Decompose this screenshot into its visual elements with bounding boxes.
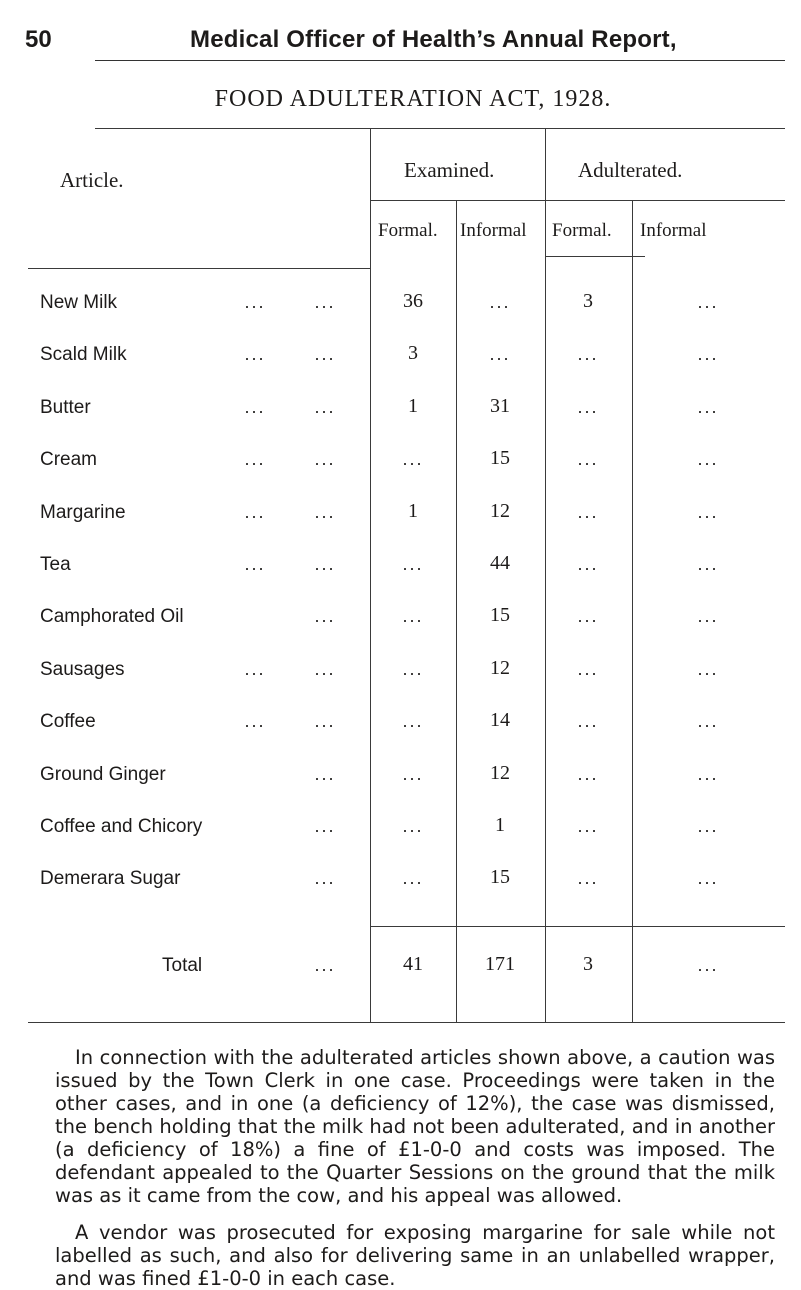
- leader-dots: ...: [314, 816, 336, 836]
- leader-dots: ...: [244, 449, 266, 470]
- leader-dots: ...: [314, 554, 336, 574]
- ex-informal-value: 31: [490, 394, 510, 417]
- leader-dots: ...: [314, 711, 336, 732]
- divider-adulterated-cols: [632, 200, 633, 1022]
- ex-formal-value: ...: [402, 763, 424, 784]
- ex-formal-value: ...: [402, 658, 424, 679]
- report-title: Medical Officer of Health’s Annual Report,: [190, 26, 677, 53]
- ad-formal-value: 3: [583, 953, 593, 975]
- ad-formal-value: ...: [577, 763, 599, 784]
- leader-dots: ...: [244, 501, 266, 522]
- ad-formal-value: ...: [577, 501, 599, 522]
- table-title: FOOD ADULTERATION ACT, 1928.: [214, 86, 612, 112]
- divider-article-examined: [370, 128, 371, 1022]
- ex-formal-value: 1: [408, 499, 418, 522]
- header-bottom-rule-adult: [545, 256, 645, 257]
- article-name: Butter: [40, 396, 91, 418]
- divider-examined-cols: [456, 200, 457, 1022]
- ad-informal-value: ...: [697, 554, 719, 574]
- ex-informal-value: 15: [490, 447, 510, 470]
- ex-informal-value: 12: [490, 656, 510, 679]
- article-name: Margarine: [40, 501, 126, 523]
- ex-formal-value: 3: [408, 342, 418, 365]
- ad-formal-value: ...: [577, 554, 599, 574]
- article-name: Ground Ginger: [40, 763, 166, 785]
- ad-formal-value: ...: [577, 868, 599, 889]
- leader-dots: ...: [314, 763, 336, 784]
- subheader-adulterated-informal: Informal: [640, 220, 707, 241]
- leader-dots: ...: [314, 868, 336, 889]
- subheader-rule: [370, 200, 785, 201]
- ad-informal-value: ...: [697, 396, 719, 417]
- ad-informal-value: ...: [697, 449, 719, 470]
- ex-formal-value: ...: [402, 711, 424, 732]
- ex-informal-value: 12: [490, 499, 510, 522]
- leader-dots: ...: [244, 554, 266, 574]
- ad-informal-value: ...: [697, 763, 719, 784]
- subheader-examined-informal: Informal: [460, 220, 527, 241]
- ad-formal-value: ...: [577, 606, 599, 627]
- leader-dots: ...: [314, 344, 336, 365]
- article-name: Sausages: [40, 658, 125, 680]
- header-examined: Examined.: [404, 158, 495, 182]
- leader-dots: ...: [244, 344, 266, 365]
- table-bottom-rule: [28, 1022, 785, 1023]
- page-number: 50: [25, 26, 52, 53]
- ex-formal-value: 41: [403, 953, 423, 975]
- ad-informal-value: ...: [697, 501, 719, 522]
- ad-informal-value: ...: [697, 344, 719, 365]
- article-name: Camphorated Oil: [40, 606, 184, 628]
- ad-formal-value: 3: [583, 290, 593, 312]
- ad-formal-value: ...: [577, 711, 599, 732]
- ex-formal-value: ...: [402, 816, 424, 836]
- article-name: Coffee and Chicory: [40, 816, 203, 837]
- paragraph-1: In connection with the adulterated articles shown above, a caution was issued by the Town Clerk in one case. Proceedings were taken in the other cases, and in one (a deficiency of 12%), the case was dismissed, the bench holding that the milk had not been adulterated, and in another (a deficiency of 18%) a fine of £1-0-0 and costs was imposed. The defendant appealed to the Quarter Sessions on the ground that the milk was as it came from the cow, and his appeal was allowed.: [55, 1046, 775, 1207]
- ex-formal-value: ...: [402, 868, 424, 889]
- subheader-adulterated-formal: Formal.: [552, 220, 612, 241]
- article-name: Tea: [40, 554, 71, 575]
- ex-informal-value: 12: [490, 761, 510, 784]
- header-bottom-rule-left: [28, 268, 370, 269]
- ex-formal-value: ...: [402, 554, 424, 574]
- ad-informal-value: ...: [697, 816, 719, 836]
- table-top-rule: [95, 128, 785, 129]
- ex-informal-value: 15: [490, 604, 510, 627]
- paragraph-2: A vendor was prosecuted for exposing margarine for sale while not labelled as such, and also for delivering same in an unlabelled wrapper, and was fined £1-0-0 in each case.: [55, 1221, 775, 1290]
- ex-formal-value: ...: [402, 606, 424, 627]
- leader-dots: ...: [314, 606, 336, 627]
- leader-dots: ...: [314, 658, 336, 679]
- article-name: Coffee: [40, 711, 96, 733]
- leader-dots: ...: [314, 396, 336, 417]
- leader-dots: ...: [314, 292, 336, 312]
- total-top-rule: [370, 926, 785, 927]
- ad-formal-value: ...: [577, 344, 599, 365]
- ex-informal-value: 171: [485, 953, 515, 975]
- ex-informal-value: 1: [495, 814, 505, 836]
- leader-dots: ...: [244, 658, 266, 679]
- leader-dots: ...: [314, 955, 336, 975]
- leader-dots: ...: [314, 501, 336, 522]
- ad-informal-value: ...: [697, 292, 719, 312]
- leader-dots: ...: [244, 396, 266, 417]
- article-name: Demerara Sugar: [40, 868, 181, 890]
- ex-formal-value: ...: [402, 449, 424, 470]
- ex-informal-value: ...: [489, 344, 511, 365]
- ad-informal-value: ...: [697, 658, 719, 679]
- ad-informal-value: ...: [697, 711, 719, 732]
- leader-dots: ...: [244, 292, 266, 312]
- ad-informal-value: ...: [697, 606, 719, 627]
- ex-informal-value: 15: [490, 866, 510, 889]
- ad-informal-value: ...: [697, 955, 719, 975]
- article-name: Scald Milk: [40, 344, 127, 366]
- ex-informal-value: ...: [489, 292, 511, 312]
- leader-dots: ...: [244, 711, 266, 732]
- article-name: Cream: [40, 449, 98, 471]
- ex-formal-value: 1: [408, 394, 418, 417]
- ad-formal-value: ...: [577, 816, 599, 836]
- article-name: New Milk: [40, 292, 118, 313]
- ad-formal-value: ...: [577, 449, 599, 470]
- total-label: Total: [162, 955, 203, 976]
- ex-informal-value: 14: [490, 709, 510, 732]
- ad-informal-value: ...: [697, 868, 719, 889]
- header-article: Article.: [60, 168, 124, 192]
- leader-dots: ...: [314, 449, 336, 470]
- body-text: [55, 1046, 775, 1290]
- header-adulterated: Adulterated.: [578, 158, 683, 182]
- ad-formal-value: ...: [577, 396, 599, 417]
- divider-examined-adulterated: [545, 128, 546, 1022]
- subheader-examined-formal: Formal.: [378, 220, 438, 241]
- ad-formal-value: ...: [577, 658, 599, 679]
- ex-formal-value: 36: [403, 290, 423, 312]
- ex-informal-value: 44: [490, 552, 510, 574]
